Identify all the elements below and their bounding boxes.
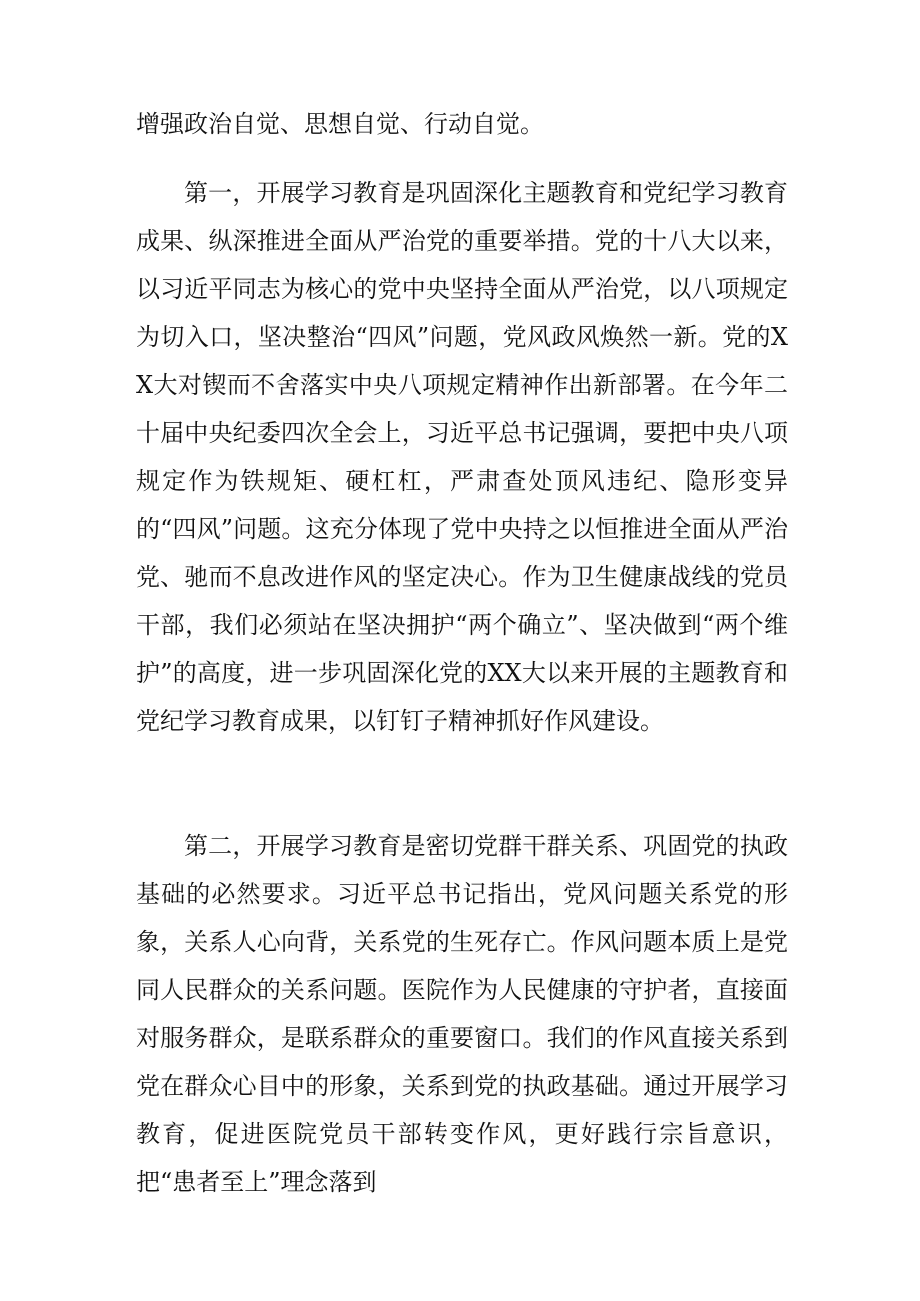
continuation-paragraph: 增强政治自觉、思想自觉、行动自觉。 [136, 110, 544, 138]
paragraph-first: 第一，开展学习教育是巩固深化主题教育和党纪学习教育成果、纵深推进全面从严治党的重要举措。党的十八大以来，以习近平同志为核心的党中央坚持全面从严治党，以八项规定为切入口，坚决整治“四风”问题，党风政风焕然一新。党的XX大对锲而不舍落实中央八项规定精神作出新部署。在今年二十届中央纪委四次全会上，习近平总书记强调，要把中央八项规定作为铁规矩、硬杠杠，严肃查处顶风违纪、隐形变异的“四风”问题。这充分体现了党中央持之以恒推进全面从严治党、驰而不息改进作风的坚定决心。作为卫生健康战线的党员干部，我们必须站在坚决拥护“两个确立”、坚决做到“两个维护”的高度，进一步巩固深化党的XX大以来开展的主题教育和党纪学习教育成果，以钉钉子精神抓好作风建设。 [136, 179, 788, 735]
paragraph-second: 第二，开展学习教育是密切党群干群关系、巩固党的执政基础的必然要求。习近平总书记指出，党风问题关系党的形象，关系人心向背，关系党的生死存亡。作风问题本质上是党同人民群众的关系问题。医院作为人民健康的守护者，直接面对服务群众，是联系群众的重要窗口。我们的作风直接关系到党在群众心目中的形象，关系到党的执政基础。通过开展学习教育，促进医院党员干部转变作风，更好践行宗旨意识，把“患者至上”理念落到 [136, 832, 788, 1196]
